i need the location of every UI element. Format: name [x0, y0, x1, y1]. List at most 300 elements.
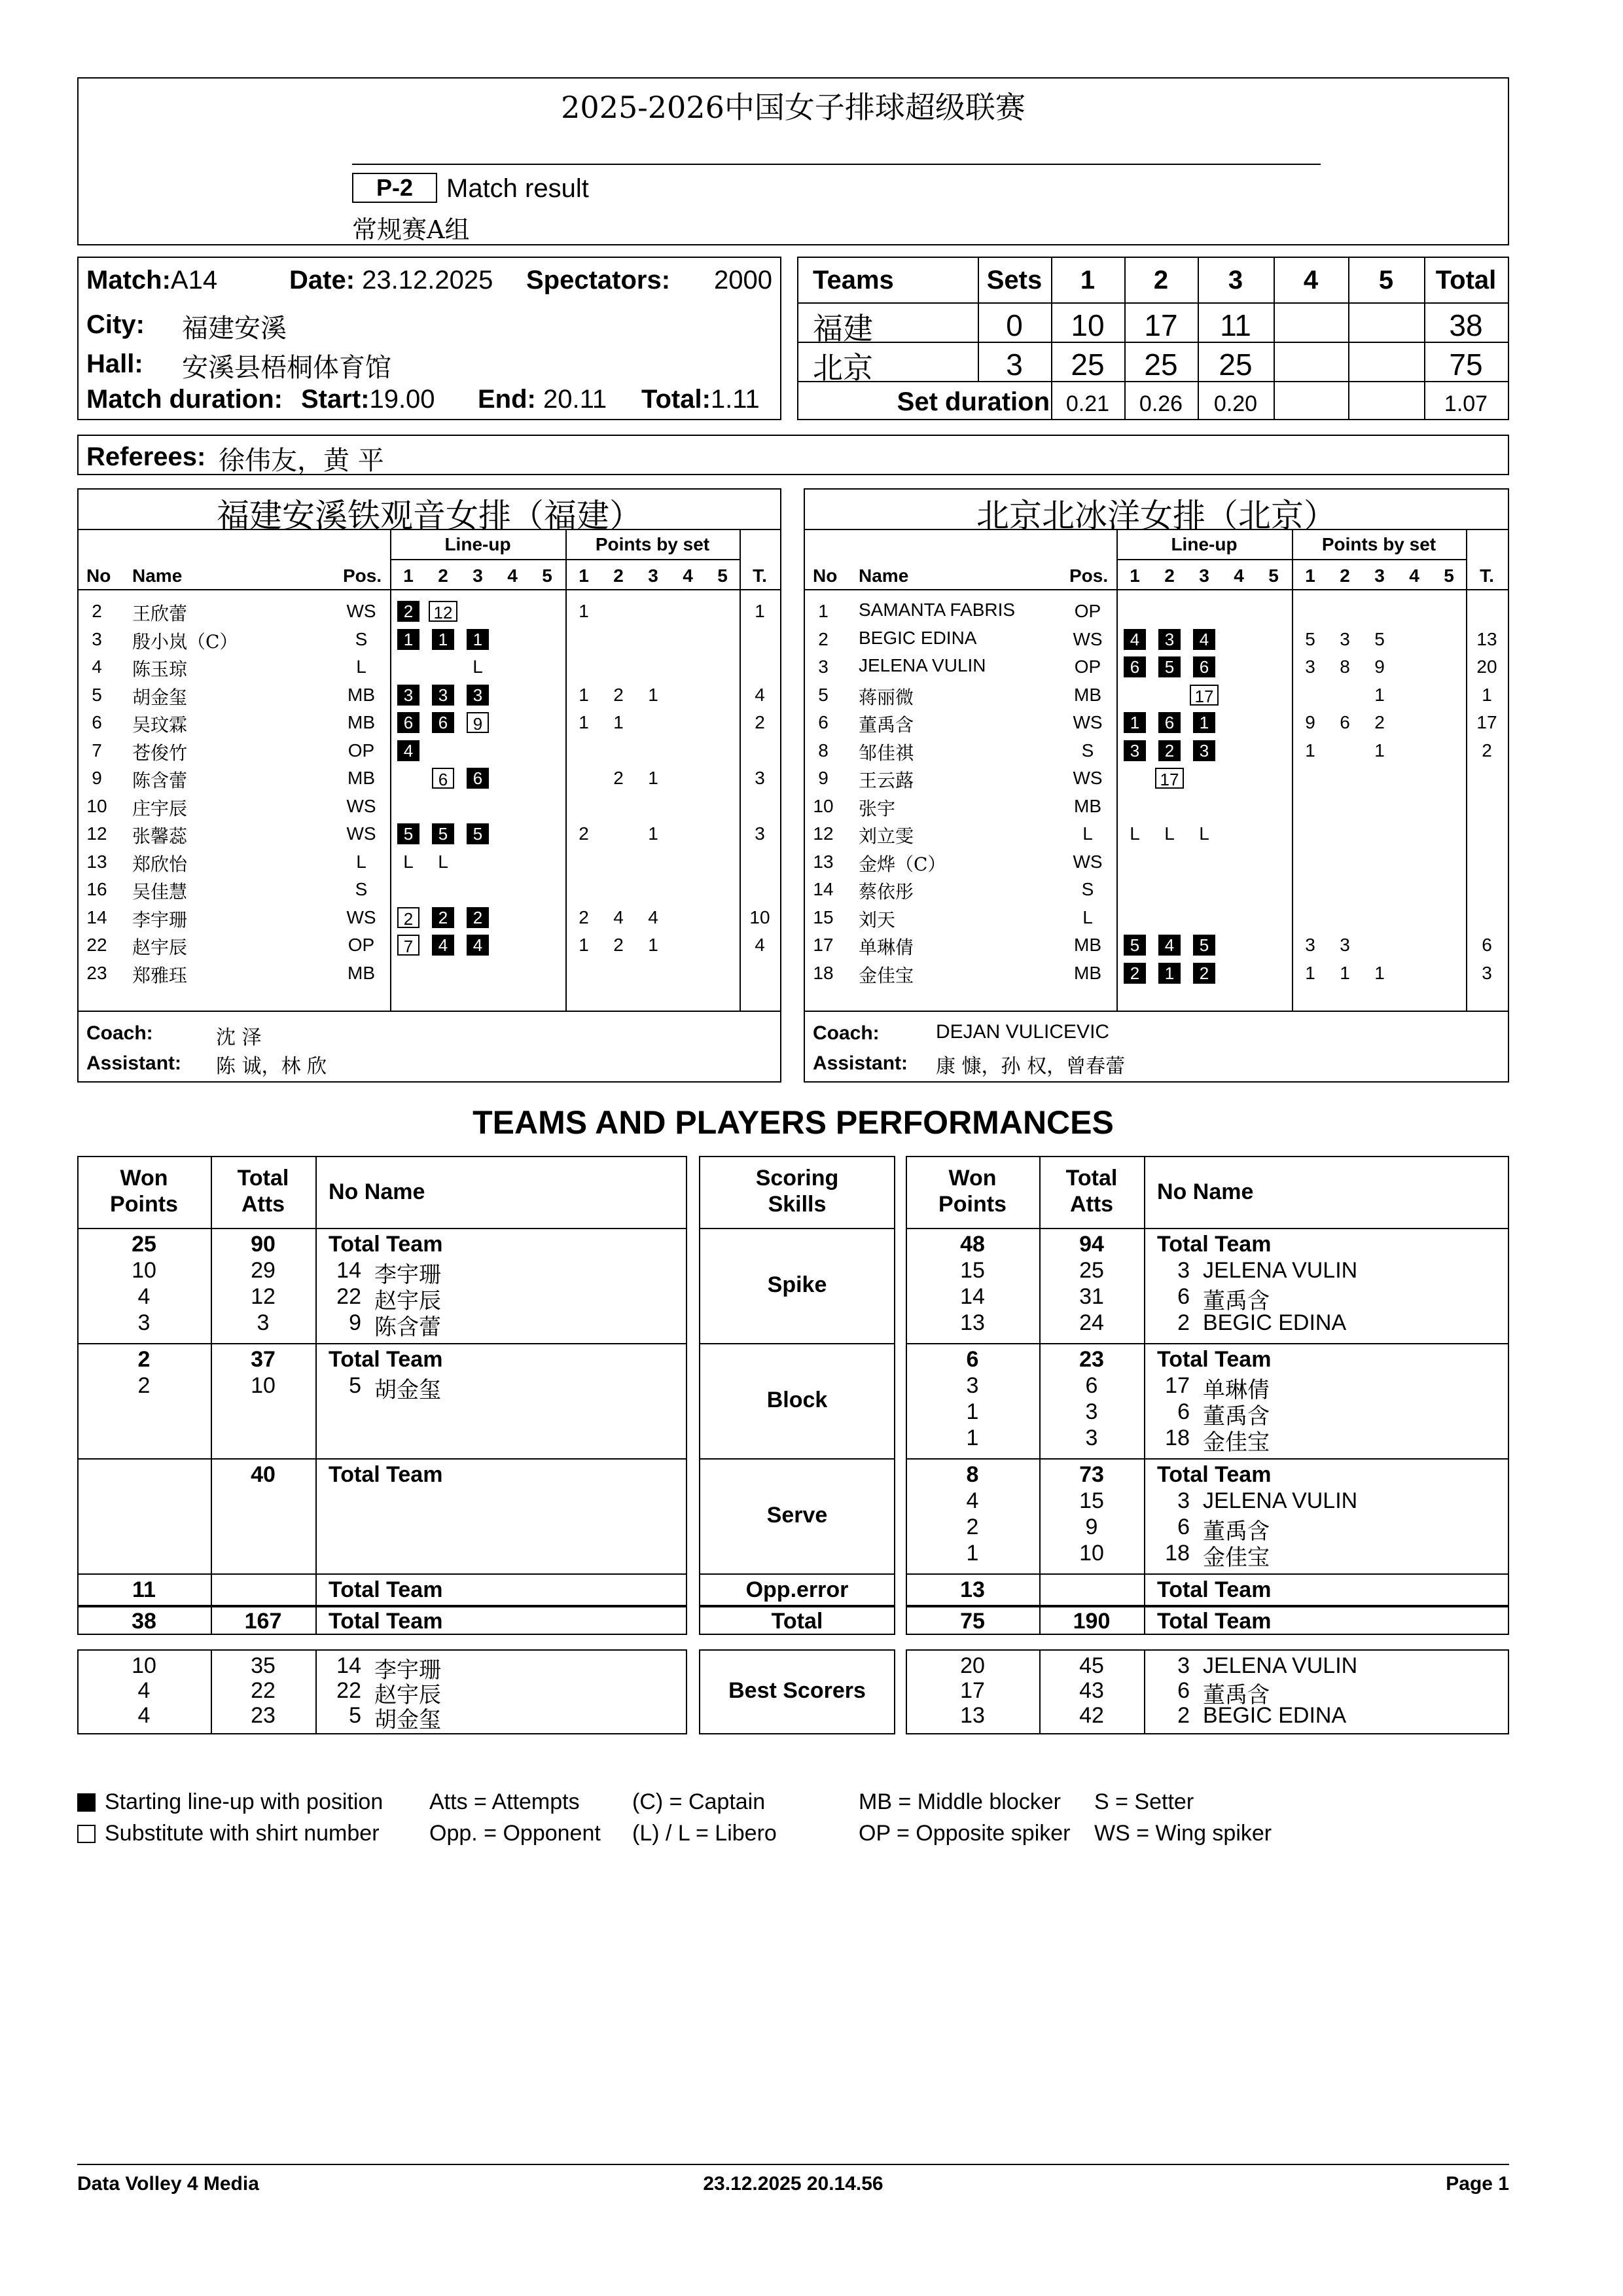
- set-duration-2: 0.26: [1139, 391, 1183, 416]
- starting-position-box: 2: [432, 907, 454, 928]
- player-number: 18: [1165, 1541, 1190, 1566]
- player-row: [805, 600, 1508, 626]
- player-number: 12: [813, 823, 834, 844]
- player-number: 2: [1177, 1703, 1190, 1728]
- name-header: Name: [859, 565, 909, 586]
- hall-value: 安溪县梧桐体育馆: [182, 353, 391, 383]
- player-number: 1: [818, 601, 829, 621]
- player-total-points: 4: [755, 684, 765, 705]
- subheader-rule: [390, 559, 740, 560]
- player-row: [79, 683, 780, 709]
- points-set-header: 3: [1374, 565, 1385, 586]
- lineup-set-header: 5: [542, 565, 552, 586]
- total-atts-cell: 23: [251, 1703, 276, 1728]
- score-header-total: Total: [1435, 266, 1497, 295]
- player-row: [805, 628, 1508, 654]
- total-atts-cell: 3: [1085, 1399, 1098, 1424]
- total-atts-cell: 31: [1079, 1284, 1104, 1309]
- set-points: 9: [1374, 656, 1385, 677]
- player-position: MB: [1074, 795, 1101, 816]
- player-number: 3: [1177, 1258, 1190, 1283]
- starting-position-box: 5: [1124, 935, 1146, 956]
- starting-position-box: 3: [397, 685, 419, 706]
- player-number: 15: [813, 906, 834, 927]
- player-row: [79, 906, 780, 932]
- total-atts-cell: 10: [1079, 1541, 1104, 1566]
- skill-name: Serve: [766, 1503, 828, 1528]
- player-position: S: [1081, 740, 1094, 761]
- score-cell: 17: [1144, 308, 1178, 342]
- substitute-number-box: 12: [429, 601, 457, 622]
- won-points-cell: 2: [966, 1515, 979, 1539]
- player-number: 13: [813, 851, 834, 872]
- pos-header: Pos.: [1069, 565, 1109, 586]
- player-name: 吴玟霖: [132, 714, 188, 736]
- player-name: 金烨（C）: [859, 853, 946, 875]
- subheader-rule: [1116, 559, 1466, 560]
- player-row: [79, 933, 780, 960]
- perf-total-rule: [77, 1605, 687, 1607]
- player-position: MB: [1074, 962, 1101, 983]
- starting-position-box: 4: [1124, 629, 1146, 650]
- team-b-roster: [804, 488, 1509, 1083]
- won-points-cell: 2: [137, 1347, 151, 1372]
- total-atts-cell: 37: [251, 1347, 276, 1372]
- t-header: T.: [753, 565, 767, 586]
- legend-substitute: Substitute with shirt number: [77, 1821, 380, 1846]
- total-atts-cell: 6: [1085, 1373, 1098, 1398]
- total-atts-cell: 22: [251, 1678, 276, 1703]
- player-name: JELENA VULIN: [1203, 1653, 1358, 1678]
- player-row: [805, 711, 1508, 737]
- player-number: 14: [813, 879, 834, 899]
- player-position: WS: [346, 906, 376, 927]
- player-name: 蒋丽微: [859, 686, 914, 708]
- team-a-roster: [77, 488, 781, 1083]
- player-name: 陈含蕾: [374, 1314, 441, 1340]
- player-name: 金佳宝: [859, 964, 914, 986]
- player-name: 董禹含: [1203, 1288, 1270, 1314]
- legend-op: OP = Opposite spiker: [859, 1821, 1071, 1846]
- won-points-cell: 13: [960, 1577, 985, 1602]
- player-name: 张馨蕊: [132, 825, 188, 847]
- score-header-teams: Teams: [813, 266, 894, 295]
- perf-row-rule: [699, 1343, 895, 1344]
- total-team-label: Total Team: [329, 1232, 443, 1257]
- city-label: City:: [86, 310, 145, 339]
- referees-label: Referees:: [86, 442, 206, 471]
- starting-position-box: 5: [1193, 935, 1215, 956]
- player-total-points: 1: [755, 601, 765, 621]
- player-number: 3: [818, 656, 829, 677]
- score-header-sets: Sets: [986, 266, 1043, 295]
- perf-col-rule: [1144, 1649, 1145, 1734]
- player-number: 22: [336, 1284, 361, 1309]
- doc-code: P-2: [352, 173, 437, 203]
- starting-position-box: 5: [432, 823, 454, 844]
- score-cell: 75: [1449, 348, 1483, 382]
- player-name: 胡金玺: [132, 686, 188, 708]
- player-name: SAMANTA FABRIS: [859, 600, 1016, 620]
- player-number: 22: [336, 1678, 361, 1703]
- player-row: [79, 850, 780, 876]
- name-header: Name: [132, 565, 183, 586]
- legend-captain: (C) = Captain: [632, 1789, 766, 1814]
- perf-total-rule: [906, 1605, 1509, 1607]
- player-name: 殷小岚（C）: [132, 630, 238, 653]
- perf-row-rule: [906, 1458, 1509, 1460]
- player-name: BEGIC EDINA: [1203, 1310, 1347, 1335]
- duration-label: Match duration:: [86, 385, 283, 414]
- points-set-header: 5: [1444, 565, 1454, 586]
- player-number: 8: [818, 740, 829, 761]
- player-number: 4: [92, 656, 102, 677]
- total-team-label: Total Team: [1157, 1577, 1272, 1602]
- won-points-cell: 10: [132, 1653, 156, 1678]
- score-header-set4: 4: [1303, 266, 1319, 295]
- legend-opp: Opp. = Opponent: [429, 1821, 601, 1846]
- total-atts-cell: 35: [251, 1653, 276, 1678]
- total-atts-cell: 190: [1073, 1609, 1111, 1634]
- score-cell: 25: [1071, 348, 1105, 382]
- player-row: [79, 961, 780, 988]
- total-atts-cell: 94: [1079, 1232, 1104, 1257]
- player-number: 2: [92, 601, 102, 621]
- points-set-header: 5: [717, 565, 728, 586]
- set-points: 1: [648, 935, 658, 955]
- player-number: 17: [1165, 1373, 1190, 1398]
- header-rule: [79, 589, 780, 590]
- player-total-points: 13: [1476, 628, 1497, 649]
- set-points: 1: [1305, 740, 1315, 761]
- starting-position-box: 4: [432, 935, 454, 956]
- player-name: 刘立雯: [859, 825, 914, 847]
- player-number: 9: [818, 768, 829, 788]
- set-points: 1: [579, 935, 589, 955]
- lineup-set-header: 5: [1268, 565, 1279, 586]
- player-position: S: [355, 628, 368, 649]
- won-points-header: Won Points: [938, 1166, 1007, 1217]
- player-number: 6: [92, 712, 102, 732]
- player-number: 6: [1177, 1515, 1190, 1539]
- starting-position-box: 4: [467, 935, 489, 956]
- libero-mark: L: [473, 656, 483, 677]
- player-name: 王欣蕾: [132, 603, 188, 624]
- total-atts-cell: 24: [1079, 1310, 1104, 1335]
- match-date: Date: 23.12.2025: [289, 266, 493, 295]
- won-points-cell: 48: [960, 1232, 985, 1257]
- perf-row-rule: [77, 1573, 687, 1575]
- won-points-cell: 1: [966, 1426, 979, 1450]
- score-header-set2: 2: [1153, 266, 1169, 295]
- player-row: [805, 766, 1508, 793]
- set-points: 1: [648, 823, 658, 844]
- player-name: 苍俊竹: [132, 742, 188, 764]
- spectators-value: 2000: [714, 266, 772, 295]
- total-atts-cell: 12: [251, 1284, 276, 1309]
- set-points: 3: [1340, 935, 1350, 955]
- total-atts-header: Total Atts: [237, 1166, 289, 1217]
- player-position: WS: [1073, 628, 1103, 649]
- player-name: 陈玉琼: [132, 658, 188, 680]
- lineup-set-header: 4: [1234, 565, 1244, 586]
- player-position: L: [356, 656, 366, 677]
- no-name-header: No Name: [329, 1179, 425, 1204]
- set-duration-total: 1.07: [1444, 391, 1488, 416]
- starting-position-box: 6: [397, 712, 419, 733]
- match-info-box: [77, 257, 781, 420]
- set-points: 4: [613, 906, 624, 927]
- player-number: 5: [92, 684, 102, 705]
- skill-name: Block: [766, 1388, 828, 1412]
- won-points-cell: 1: [966, 1541, 979, 1566]
- set-duration-3: 0.20: [1213, 391, 1258, 416]
- coach-rule: [805, 1011, 1508, 1012]
- libero-mark: L: [1130, 823, 1140, 844]
- lineup-set-header: 1: [1130, 565, 1140, 586]
- player-row: [805, 961, 1508, 988]
- player-number: 16: [86, 879, 107, 899]
- set-points: 2: [579, 823, 589, 844]
- footer-software: Data Volley 4 Media: [77, 2173, 259, 2195]
- total-team-label: Total Team: [1157, 1347, 1272, 1372]
- player-position: MB: [1074, 935, 1101, 955]
- starting-position-box: 6: [1193, 656, 1215, 677]
- set-points: 1: [648, 684, 658, 705]
- player-position: OP: [348, 935, 375, 955]
- lineup-set-header: 1: [403, 565, 414, 586]
- performance-title: TEAMS AND PLAYERS PERFORMANCES: [473, 1104, 1114, 1141]
- player-number: 3: [92, 628, 102, 649]
- starting-position-box: 2: [1124, 963, 1146, 984]
- referees-box: [77, 435, 1509, 475]
- total-atts-cell: 43: [1079, 1678, 1104, 1703]
- player-name: 金佳宝: [1203, 1545, 1270, 1571]
- total-atts-header: Total Atts: [1065, 1166, 1118, 1217]
- player-name: 董禹含: [1203, 1403, 1270, 1429]
- player-number: 14: [336, 1653, 361, 1678]
- player-name: 李宇珊: [132, 908, 188, 931]
- perf-row-rule: [699, 1228, 895, 1229]
- player-number: 17: [813, 935, 834, 955]
- set-points: 2: [613, 684, 624, 705]
- player-position: L: [1082, 906, 1093, 927]
- end-time: End: 20.11: [478, 385, 607, 414]
- libero-mark: L: [438, 851, 448, 872]
- perf-row-rule: [906, 1573, 1509, 1575]
- player-number: 3: [1177, 1653, 1190, 1678]
- points-set-header: 2: [1340, 565, 1350, 586]
- player-position: S: [1081, 879, 1094, 899]
- assistant-label: Assistant:: [813, 1052, 908, 1074]
- won-points-header: Won Points: [110, 1166, 178, 1217]
- player-row: [805, 655, 1508, 681]
- won-points-cell: 8: [966, 1462, 979, 1487]
- points-set-header: 1: [579, 565, 589, 586]
- perf-row-rule: [77, 1343, 687, 1344]
- player-total-points: 6: [1482, 935, 1492, 955]
- score-cell: 11: [1220, 308, 1251, 342]
- set-duration-label: Set duration: [897, 387, 1050, 416]
- team-name-rule: [805, 529, 1508, 530]
- spectators-label: Spectators:: [526, 266, 671, 295]
- total-atts-cell: 3: [257, 1310, 270, 1335]
- player-name: 吴佳慧: [132, 881, 188, 903]
- set-points: 2: [1374, 712, 1385, 732]
- lineup-set-header: 2: [1164, 565, 1175, 586]
- player-number: 18: [1165, 1426, 1190, 1450]
- starting-position-box: 6: [1158, 712, 1181, 733]
- competition-title: 2025-2026中国女子排球超级联赛: [561, 90, 1026, 125]
- set-points: 9: [1305, 712, 1315, 732]
- player-total-points: 20: [1476, 656, 1497, 677]
- player-name: 董禹含: [1203, 1682, 1270, 1708]
- perf-row-rule: [77, 1458, 687, 1460]
- player-position: OP: [1074, 656, 1101, 677]
- no-name-header: No Name: [1157, 1179, 1254, 1204]
- substitute-square-icon: [77, 1825, 96, 1843]
- score-header-set1: 1: [1080, 266, 1096, 295]
- player-number: 7: [92, 740, 102, 761]
- player-name: 赵宇辰: [132, 937, 188, 958]
- score-cell: 25: [1219, 348, 1253, 382]
- legend-mb: MB = Middle blocker: [859, 1789, 1061, 1814]
- won-points-cell: 38: [132, 1609, 156, 1634]
- player-name: 董禹含: [859, 714, 914, 736]
- lineup-set-header: 3: [473, 565, 483, 586]
- player-name: 蔡依彤: [859, 881, 914, 903]
- won-points-cell: 1: [966, 1399, 979, 1424]
- player-row: [79, 822, 780, 848]
- player-total-points: 10: [749, 906, 770, 927]
- set-points: 8: [1340, 656, 1350, 677]
- player-number: 5: [818, 684, 829, 705]
- player-number: 5: [349, 1703, 361, 1728]
- player-number: 6: [1177, 1399, 1190, 1424]
- player-name: 金佳宝: [1203, 1429, 1270, 1456]
- total-atts-cell: 23: [1079, 1347, 1104, 1372]
- round-subtitle: 常规赛A组: [352, 215, 470, 244]
- score-cell: 0: [1006, 308, 1023, 342]
- won-points-cell: 13: [960, 1310, 985, 1335]
- player-name: BEGIC EDINA: [1203, 1703, 1347, 1728]
- total-team-label: Total Team: [329, 1347, 443, 1372]
- won-points-cell: 75: [960, 1609, 985, 1634]
- total-team-label: Total Team: [329, 1609, 443, 1634]
- set-points: 1: [1305, 962, 1315, 983]
- points-set-header: 2: [613, 565, 624, 586]
- coach-label: Coach:: [813, 1022, 880, 1044]
- player-number: 10: [86, 795, 107, 816]
- player-position: MB: [348, 962, 375, 983]
- libero-mark: L: [1199, 823, 1209, 844]
- total-atts-cell: 29: [251, 1258, 276, 1283]
- player-position: MB: [1074, 684, 1101, 705]
- title-rule: [352, 164, 1321, 165]
- player-name: 陈含蕾: [132, 770, 188, 791]
- set-points: 5: [1374, 628, 1385, 649]
- player-position: MB: [348, 684, 375, 705]
- starting-position-box: 3: [1193, 740, 1215, 761]
- points-set-header: 4: [683, 565, 693, 586]
- set-points: 1: [579, 684, 589, 705]
- player-number: 6: [1177, 1284, 1190, 1309]
- set-points: 1: [579, 601, 589, 621]
- legend-s: S = Setter: [1094, 1789, 1194, 1814]
- starting-position-box: 2: [1193, 963, 1215, 984]
- starting-position-box: 2: [1158, 740, 1181, 761]
- player-row: [79, 600, 780, 626]
- assistant-label: Assistant:: [86, 1052, 182, 1074]
- score-team-name: 北京: [813, 350, 873, 386]
- player-row: [805, 795, 1508, 821]
- player-row: [79, 795, 780, 821]
- player-position: WS: [1073, 768, 1103, 788]
- substitute-number-box: 7: [397, 935, 419, 956]
- score-team-name: 福建: [813, 311, 873, 346]
- starting-position-box: 3: [1158, 629, 1181, 650]
- player-position: WS: [346, 795, 376, 816]
- set-points: 1: [579, 712, 589, 732]
- player-position: L: [356, 851, 366, 872]
- player-total-points: 3: [755, 768, 765, 788]
- score-header-set5: 5: [1378, 266, 1394, 295]
- set-points: 4: [648, 906, 658, 927]
- set-points: 1: [1374, 962, 1385, 983]
- player-number: 13: [86, 851, 107, 872]
- player-row: [805, 822, 1508, 848]
- perf-row-rule: [906, 1228, 1509, 1229]
- doc-name: Match result: [446, 174, 589, 203]
- points-by-set-header: Points by set: [1321, 534, 1436, 554]
- starting-position-box: 4: [1193, 629, 1215, 650]
- lineup-header: Line-up: [444, 534, 511, 554]
- points-by-set-header: Points by set: [595, 534, 710, 554]
- player-total-points: 17: [1476, 712, 1497, 732]
- player-position: WS: [1073, 851, 1103, 872]
- points-set-header: 1: [1305, 565, 1315, 586]
- footer-page: Page 1: [1446, 2173, 1509, 2195]
- lineup-set-header: 4: [507, 565, 518, 586]
- substitute-number-box: 17: [1155, 768, 1184, 789]
- perf-row-rule: [77, 1228, 687, 1229]
- player-row: [805, 906, 1508, 932]
- score-cell: 3: [1006, 348, 1023, 382]
- player-number: 22: [86, 935, 107, 955]
- player-name: 刘天: [859, 908, 896, 931]
- set-points: 1: [613, 712, 624, 732]
- score-header-set3: 3: [1228, 266, 1243, 295]
- skill-name: Total: [771, 1609, 823, 1634]
- player-position: S: [355, 879, 368, 899]
- player-total-points: 3: [755, 823, 765, 844]
- coach-label: Coach:: [86, 1022, 153, 1044]
- player-number: 14: [86, 906, 107, 927]
- set-points: 2: [613, 768, 624, 788]
- player-name: 单琳倩: [859, 937, 914, 958]
- total-atts-cell: 90: [251, 1232, 276, 1257]
- won-points-cell: 17: [960, 1678, 985, 1703]
- player-name: 庄宇辰: [132, 797, 188, 819]
- legend-starting: Starting line-up with position: [77, 1789, 383, 1815]
- starting-position-box: 3: [1124, 740, 1146, 761]
- set-points: 3: [1340, 628, 1350, 649]
- player-name: 王云蕗: [859, 770, 914, 791]
- points-set-header: 3: [648, 565, 658, 586]
- won-points-cell: 14: [960, 1284, 985, 1309]
- set-points: 3: [1305, 935, 1315, 955]
- hall-label: Hall:: [86, 350, 143, 378]
